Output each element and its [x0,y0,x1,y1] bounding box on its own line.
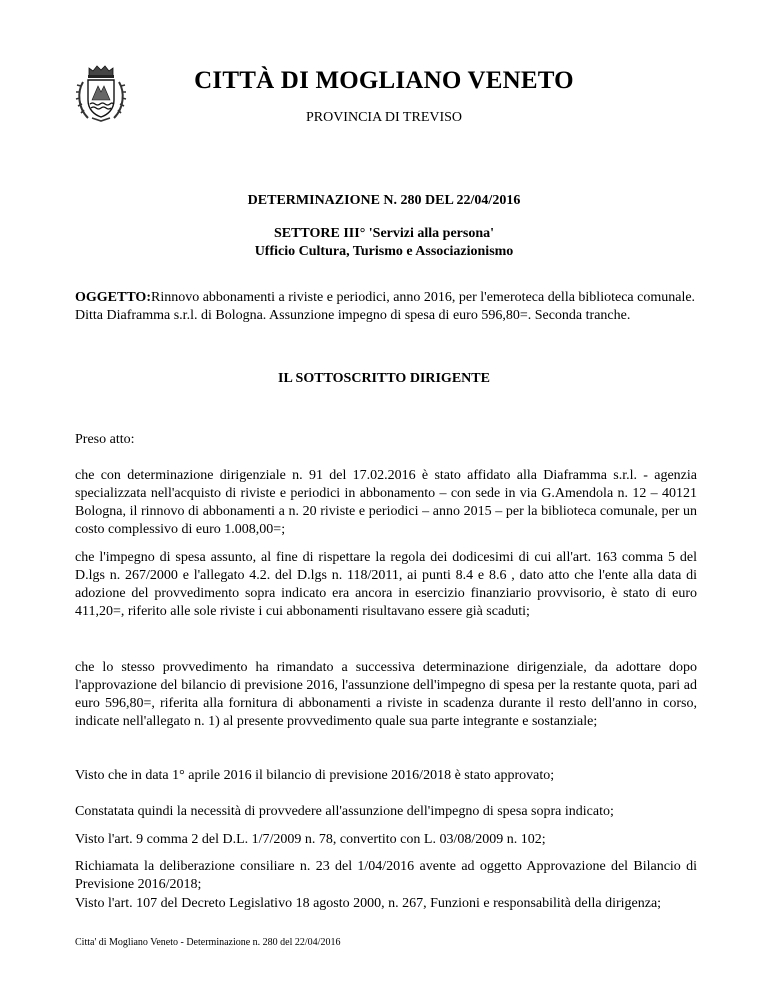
city-title: CITTÀ DI MOGLIANO VENETO [194,67,574,94]
determination-title: DETERMINAZIONE N. 280 DEL 22/04/2016 [247,193,521,208]
subject-block [75,289,697,325]
subject-label: OGGETTO: [75,290,151,305]
sector-line-2: Ufficio Cultura, Turismo e Associazionismo [254,244,514,259]
signatory-heading: IL SOTTOSCRITTO DIRIGENTE [278,371,490,386]
province-name: PROVINCIA DI TREVISO [305,110,463,125]
body-paragraph-8: Visto l'art. 107 del Decreto Legislativo 18 agosto 2000, n. 267, Funzioni e responsabilità della dirigenza; [75,896,662,911]
body-paragraph-2: che l'impegno di spesa assunto, al fine di rispettare la regola dei dodicesimi di cui all'art. 163 comma 5 del D.lgs n. 267/2000 e l'allegato 4.2. del D.lgs n. 118/2011, ai punti 8.4 e 8.6 , dato atto che l'ente alla data di adozione del provvedimento sopra indicato era ancora in esercizio finanziario provvisorio, è stato di euro 411,20=, riferito alle sole riviste i cui abbonamenti risultavano essere già scaduti; [75,550,697,619]
body-paragraph-5: Constatata quindi la necessità di provvedere all'assunzione dell'impegno di spesa sopra indicato; [75,804,614,819]
subject-text: Rinnovo abbonamenti a riviste e periodici, anno 2016, per l'emeroteca della biblioteca comunale. Ditta Diaframma s.r.l. di Bologna. Assunzione impegno di spesa di euro 596,80=. Seconda tranche. [75,290,696,323]
body-paragraph-3: che lo stesso provvedimento ha rimandato a successiva determinazione dirigenziale, da adottare dopo l'approvazione del bilancio di previsione 2016, l'assunzione dell'impegno di spesa per la restante quota, pari ad euro 596,80=, riferita alla fornitura di abbonamenti a riviste in scadenza durante il resto dell'anno in corso, indicate nell'allegato n. 1) al presente provvedimento quale sua parte integrante e sostanziale; [75,660,697,729]
sector-line-1: SETTORE III° 'Servizi alla persona' [273,226,495,241]
body-paragraph-6: Visto l'art. 9 comma 2 del D.L. 1/7/2009 n. 78, convertito con L. 03/08/2009 n. 102; [75,832,546,847]
body-paragraph-1: che con determinazione dirigenziale n. 91 del 17.02.2016 è stato affidato alla Diaframma s.r.l. - agenzia specializzata nell'acquisto di riviste e periodici in abbonamento – con sede in via G.Amendola n. 12 – 40121 Bologna, il rinnovo di abbonamenti a n. 20 riviste e periodici – anno 2015 – per la biblioteca comunale, per un costo complessivo di euro 1.008,00=; [75,468,697,537]
page-footer: Citta' di Mogliano Veneto - Determinazione n. 280 del 22/04/2016 [75,937,341,948]
body-paragraph-7: Richiamata la deliberazione consiliare n. 23 del 1/04/2016 avente ad oggetto Approvazione del Bilancio di Previsione 2016/2018; [75,859,697,892]
preso-atto-label: Preso atto: [75,432,135,447]
body-paragraph-4: Visto che in data 1° aprile 2016 il bilancio di previsione 2016/2018 è stato approvato; [75,768,555,783]
